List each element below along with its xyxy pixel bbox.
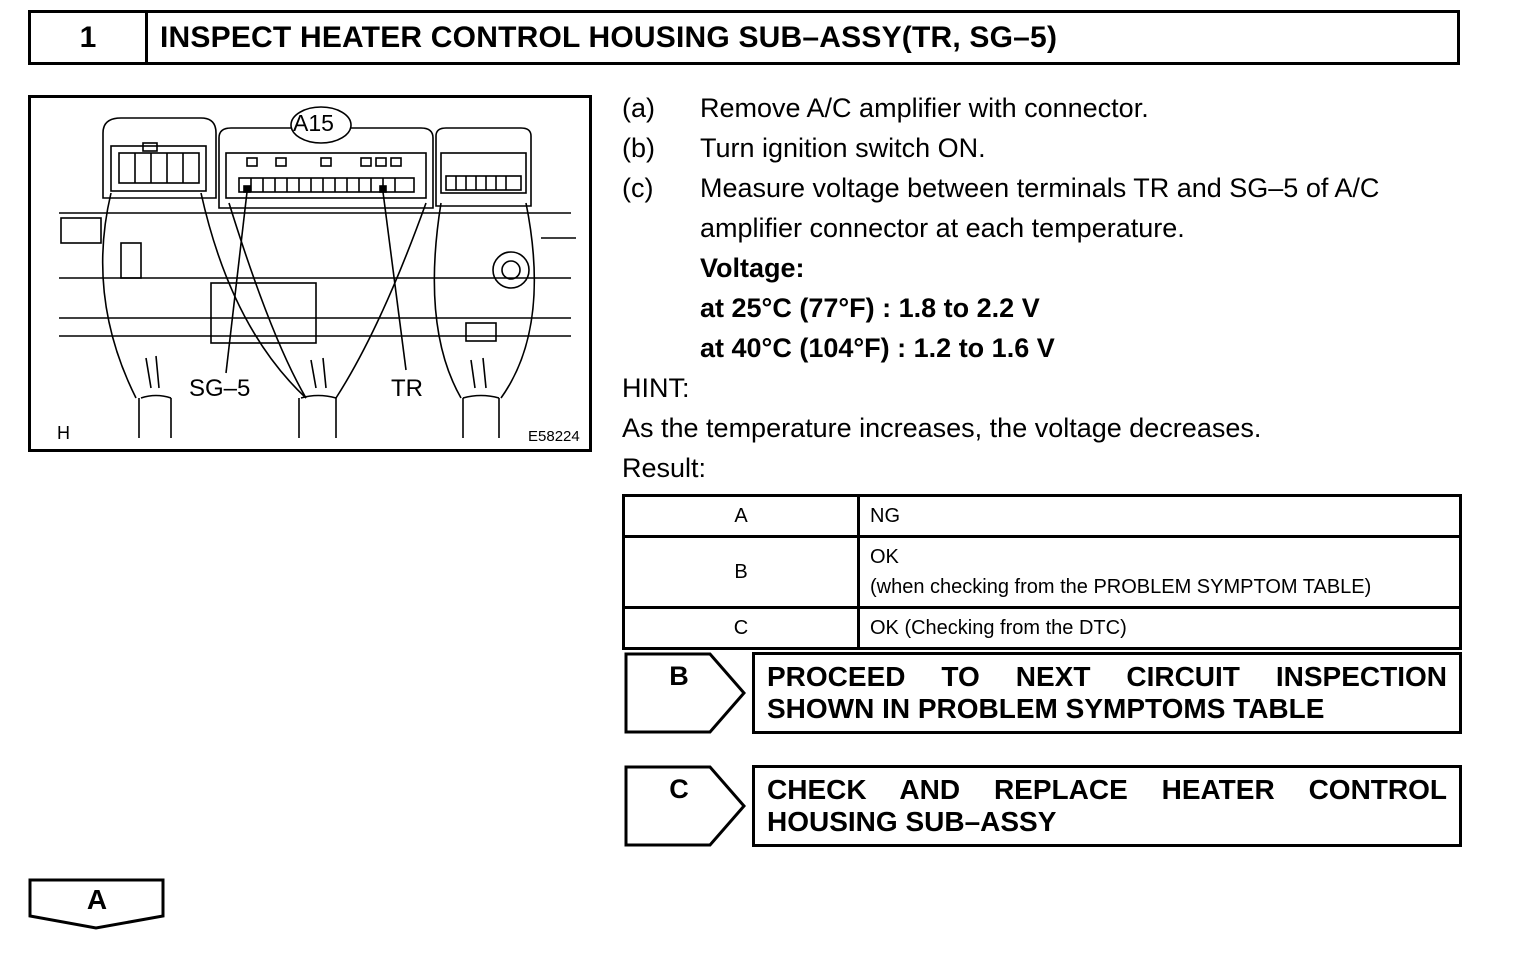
- result-note: (when checking from the PROBLEM SYMPTOM TABLE): [870, 576, 1372, 598]
- result-value: OK: [870, 546, 899, 568]
- connector-drawing: [31, 98, 589, 449]
- table-row: [624, 608, 1461, 649]
- step-c-text: Measure voltage between terminals TR and SG–5 of A/C amplifier connector at each temperature.: [700, 173, 1380, 243]
- continue-tag-a: [28, 878, 166, 930]
- result-value-cell: [859, 537, 1461, 608]
- result-value: OK (Checking from the DTC): [859, 608, 1461, 649]
- step-a-label: (a): [622, 93, 655, 123]
- result-table: [622, 494, 1462, 650]
- step-c: [622, 168, 1472, 248]
- step-title: INSPECT HEATER CONTROL HOUSING SUB–ASSY(TR, SG–5): [160, 20, 1058, 54]
- result-key: A: [624, 496, 859, 537]
- connector-label: A15: [293, 110, 334, 136]
- step-b-text: Turn ignition switch ON.: [700, 133, 986, 163]
- step-a-text: Remove A/C amplifier with connector.: [700, 93, 1149, 123]
- step-b: [622, 128, 1472, 168]
- branch-c-letter: C: [669, 774, 689, 804]
- result-label: Result:: [622, 453, 707, 483]
- spec-line-40c: at 40°C (104°F) : 1.2 to 1.6 V: [700, 333, 1055, 363]
- step-c-label: (c): [622, 173, 654, 203]
- spec-line-25c: at 25°C (77°F) : 1.8 to 2.2 V: [700, 293, 1040, 323]
- step-a: [622, 88, 1472, 128]
- figure-corner-letter: H: [57, 423, 70, 443]
- continue-tag-letter: A: [86, 884, 108, 915]
- branch-c-action: CHECK AND REPLACE HEATER CONTROL HOUSING SUB–ASSY: [752, 765, 1462, 847]
- terminal-tr-label: TR: [391, 375, 423, 402]
- branch-c-tag: [624, 765, 746, 847]
- branch-b-tag: [624, 652, 746, 734]
- table-row: [624, 537, 1461, 608]
- result-key: B: [624, 537, 859, 608]
- step-b-label: (b): [622, 133, 655, 163]
- result-value: NG: [859, 496, 1461, 537]
- hint-text: As the temperature increases, the voltage decreases.: [622, 413, 1262, 443]
- branch-b-action: PROCEED TO NEXT CIRCUIT INSPECTION SHOWN IN PROBLEM SYMPTOMS TABLE: [752, 652, 1462, 734]
- spec-heading: Voltage:: [700, 253, 805, 283]
- terminal-sg5-label: SG–5: [189, 375, 251, 402]
- hint-label: HINT:: [622, 373, 690, 403]
- branch-b-letter: B: [669, 661, 689, 691]
- result-key: C: [624, 608, 859, 649]
- table-row: [624, 496, 1461, 537]
- step-number: 1: [31, 13, 148, 62]
- procedure-steps: [622, 88, 1472, 488]
- figure-code: E58224: [528, 428, 580, 445]
- step-header: [28, 10, 1460, 65]
- connector-illustration: [28, 95, 592, 452]
